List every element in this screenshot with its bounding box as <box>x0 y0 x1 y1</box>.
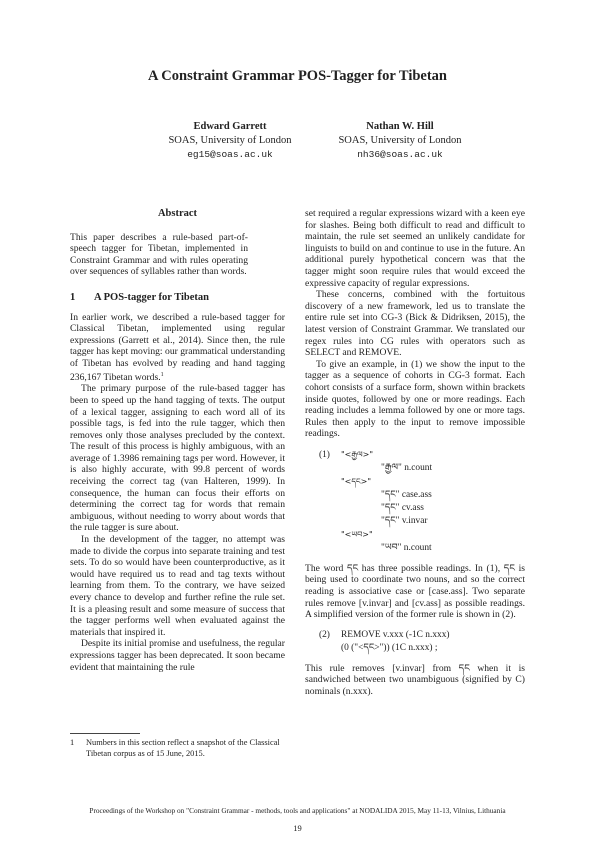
example-line <box>319 502 525 515</box>
example-line <box>319 642 525 655</box>
example-line <box>319 542 525 555</box>
example-1 <box>319 448 525 555</box>
paragraph-text: In earlier work, we described a rule-based tagger for Classical Tibetan, implemented using regular expressions (Garrett et al., 2014). Since then, the rule tagger has kept moving: our grammatical understanding of Tibetan has evolved by reading and hand tagging 236,167 Tibetan words. <box>70 311 285 383</box>
example-line <box>319 528 525 542</box>
paragraph: In the development of the tagger, no attempt was made to divide the corpus into separate training and test sets. To do so would have been counterproductive, as it would have required us to read and tag texts without learning from them. To the contrary, we have seized every chance to develop and further refine the rule set. It is a pleasing result and some measure of success that the tagger performs well when evaluated against the materials that inspired it. <box>70 534 285 638</box>
abstract-text: This paper describes a rule-based part-of-speech tagger for Tibetan, implemented in Constraint Grammar and with rules operating over sequences of syllables rather than words. <box>70 231 248 278</box>
cohort-form: "<ཡབ>" <box>341 529 373 539</box>
cohort-form: "<རྒྱལ>" <box>341 449 374 459</box>
left-column <box>70 208 285 673</box>
cohort-reading: "དང" case.ass <box>381 489 432 500</box>
paragraph: set required a regular expressions wizard with a keen eye for slashes. Being both difficult to read and difficult to maintain, the rule set seemed an unlikely candidate for linguists to build on and continue to use in the future. An additional purely hypothetical concern was that the tagger might soon require rules that would exceed the expressive capacity of regular expressions. <box>305 208 525 289</box>
author-email[interactable]: nh36@soas.ac.uk <box>357 149 443 160</box>
example-number: (2) <box>319 629 330 640</box>
proceedings-footer: Proceedings of the Workshop on "Constraint Grammar - methods, tools and applications" at NODALIDA 2015, May 11-13, Vilnius, Lithuania <box>89 806 506 815</box>
cohort-reading: "ཡབ" n.count <box>381 542 432 553</box>
author-email[interactable]: eg15@soas.ac.uk <box>187 149 273 160</box>
author-name: Edward Garrett <box>193 121 267 132</box>
section-title: A POS-tagger for Tibetan <box>94 291 210 303</box>
paragraph: The primary purpose of the rule-based tagger has been to speed up the hand tagging of texts. The output of a lexical tagger, assigning to each word all of its possible tags, is fed into the rule tagger, which then removes only those analyses precluded by the context. The result of this process is highly ambiguous, with an average of 1.3986 remaining tags per word. However, it is also highly accurate, with 99.8 percent of words receiving the correct tag (van Halteren, 1999). In consequence, the human can focus their efforts on determining the correct tag for words that remain ambiguous, without needing to worry about words that the rule tagger is sure about. <box>70 383 285 534</box>
author-affiliation: SOAS, University of London <box>338 135 462 146</box>
example-number: (1) <box>319 449 330 460</box>
rule-line: (0 ("<དང>")) (1C n.xxx) ; <box>341 642 438 653</box>
footnote-text: Numbers in this section reflect a snapshot of the Classical Tibetan corpus as of 15 June, 2015. <box>86 738 280 758</box>
footnote-divider <box>70 733 140 734</box>
example-line <box>319 489 525 502</box>
cohort-form: "<དང>" <box>341 476 372 486</box>
paragraph: This rule removes [v.invar] from དང when it is sandwiched between two unambiguous (signified by C) nominals (n.xxx). <box>305 662 525 698</box>
page-number: 19 <box>293 823 302 833</box>
example-line <box>319 629 525 642</box>
cohort-reading: "དང" cv.ass <box>381 502 424 513</box>
footnote-mark: 1 <box>70 738 75 747</box>
abstract-heading: Abstract <box>157 208 198 219</box>
rule-line: REMOVE v.xxx (-1C n.xxx) <box>341 629 450 640</box>
example-line <box>319 448 525 462</box>
footnote <box>70 738 285 759</box>
paper-title: A Constraint Grammar POS-Tagger for Tibetan <box>147 68 447 84</box>
section-heading <box>70 292 285 304</box>
section-number: 1 <box>70 291 76 303</box>
paragraph: Despite its initial promise and usefulness, the regular expressions tagger has been deprecated. It soon became evident that maintaining the rule <box>70 638 285 673</box>
right-column <box>305 208 525 698</box>
paragraph: The word དང has three possible readings. In (1), དང is being used to coordinate two nouns, and so the correct reading is associative case or [case.ass]. Two separate rules remove [v.invar] and [cv.ass] as possible readings. A simplified version of the former rule is shown in (2). <box>305 562 525 621</box>
paragraph: These concerns, combined with the fortuitous discovery of a new framework, led us to translate the entire rule set into CG-3 (Bick & Didriksen, 2015), the latest version of Constraint Grammar. We translated our regex rules into CG rules with operators such as SELECT and REMOVE. <box>305 289 525 359</box>
author-affiliation: SOAS, University of London <box>168 135 292 146</box>
paragraph <box>70 312 285 384</box>
example-line <box>319 515 525 528</box>
example-line <box>319 462 525 475</box>
cohort-reading: "རྒྱལ" n.count <box>381 462 433 473</box>
example-line <box>319 475 525 489</box>
example-2 <box>319 629 525 655</box>
cohort-reading: "དང" v.invar <box>381 515 428 526</box>
author-name: Nathan W. Hill <box>366 121 434 132</box>
footnote-ref[interactable]: 1 <box>160 371 164 378</box>
paragraph: To give an example, in (1) we show the input to the tagger as a sequence of cohorts in CG-3 format. Each cohort consists of a surface form, shown within brackets inside quotes, followed by one or more readings. Each reading includes a lemma followed by one or more tags. Rules then apply to the input to remove impossible readings. <box>305 358 525 440</box>
author-block-2 <box>300 120 500 162</box>
